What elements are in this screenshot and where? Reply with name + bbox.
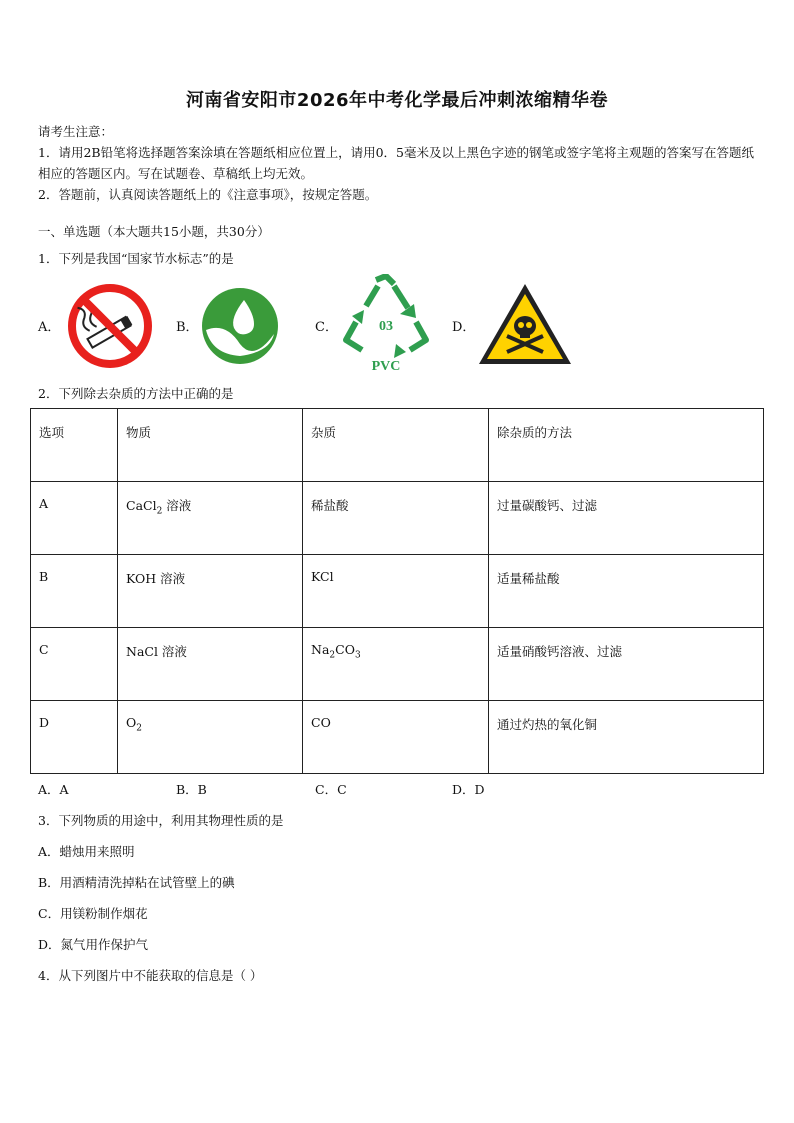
q1-label-c: C．	[315, 320, 338, 335]
q2-choice-b: B．B	[176, 782, 207, 797]
impurity-table	[30, 408, 764, 774]
header-substance: 物质	[118, 409, 303, 482]
row-impurity: KCl	[303, 555, 489, 628]
row-impurity: 稀盐酸	[303, 482, 489, 555]
table-header-row	[31, 409, 764, 482]
header-method: 除杂质的方法	[489, 409, 764, 482]
question-2-stem: 2．下列除去杂质的方法中正确的是	[38, 386, 234, 401]
q2-choice-d: D．D	[452, 782, 485, 797]
row-substance: CaCl$_2$ 溶液	[118, 482, 303, 555]
exam-notes	[38, 121, 763, 205]
table-row	[31, 482, 764, 555]
row-substance: KOH 溶液	[118, 555, 303, 628]
recycle-text: PVC	[371, 359, 401, 374]
header-option: 选项	[31, 409, 118, 482]
row-method: 过量碳酸钙、过滤	[489, 482, 764, 555]
notes-item-1: 1．请用2B铅笔将选择题答案涂填在答题纸相应位置上，请用0．5毫米及以上黑色字迹的钢笔或签字笔将主观题的答案写在答题纸相应的答题区内。写在试题卷、草稿纸上均无效。	[38, 145, 754, 181]
row-option: B	[31, 555, 118, 628]
row-substance: NaCl 溶液	[118, 628, 303, 701]
notes-heading: 请考生注意：	[38, 124, 114, 139]
row-method: 适量硝酸钙溶液、过滤	[489, 628, 764, 701]
table-row	[31, 628, 764, 701]
q1-label-b: B．	[176, 320, 199, 335]
row-option: D	[31, 701, 118, 774]
question-1-stem: 1．下列是我国“国家节水标志”的是	[38, 251, 234, 266]
recycle-pvc-icon	[338, 274, 434, 377]
q3-option-c: C．用镁粉制作烟花	[38, 906, 148, 921]
table-row	[31, 555, 764, 628]
row-impurity: $Na_2CO_3$	[303, 628, 489, 701]
page-title: 河南省安阳市2026年中考化学最后冲刺浓缩精华卷	[185, 90, 609, 111]
row-substance: $O_2$	[118, 701, 303, 774]
no-smoking-icon	[66, 282, 154, 373]
toxic-warning-icon	[477, 282, 573, 369]
header-impurity: 杂质	[303, 409, 489, 482]
question-4-stem: 4．从下列图片中不能获取的信息是（ ）	[38, 968, 263, 983]
row-method: 通过灼热的氧化铜	[489, 701, 764, 774]
recycle-number: 03	[379, 319, 393, 334]
q3-option-d: D．氮气用作保护气	[38, 937, 149, 952]
table-row	[31, 701, 764, 774]
water-saving-icon	[200, 286, 280, 369]
q1-label-a: A．	[38, 320, 61, 335]
q1-label-d: D．	[452, 320, 476, 335]
row-option: C	[31, 628, 118, 701]
q2-choice-c: C．C	[315, 782, 347, 797]
q2-choice-a: A．A	[38, 782, 69, 797]
row-option: A	[31, 482, 118, 555]
q3-option-b: B．用酒精清洗掉粘在试管壁上的碘	[38, 875, 235, 890]
section-heading: 一、单选题（本大题共15小题，共30分）	[38, 224, 270, 239]
notes-item-2: 2．答题前，认真阅读答题纸上的《注意事项》，按规定答题。	[38, 187, 378, 202]
row-impurity: CO	[303, 701, 489, 774]
question-3-stem: 3．下列物质的用途中，利用其物理性质的是	[38, 813, 284, 828]
q3-option-a: A．蜡烛用来照明	[38, 844, 135, 859]
row-method: 适量稀盐酸	[489, 555, 764, 628]
